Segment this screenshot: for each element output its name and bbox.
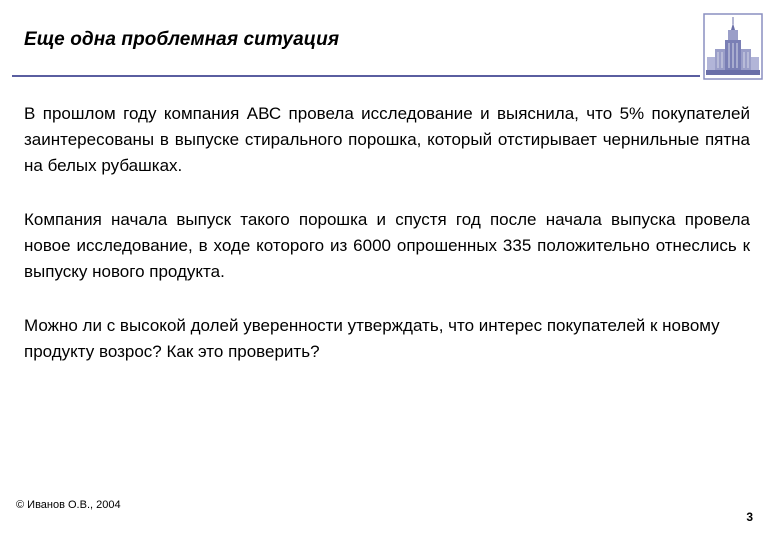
university-building-icon bbox=[703, 13, 763, 80]
copyright-footer: © Иванов О.В., 2004 bbox=[16, 499, 121, 511]
slide-title: Еще одна проблемная ситуация bbox=[24, 29, 340, 50]
paragraph-1: В прошлом году компания АВС провела исследование и выяснила, что 5% покупателей заинтересованы в выпуске стирального порошка, который отстирывает чернильные пятна на белых рубашках. bbox=[24, 104, 750, 175]
title-divider bbox=[12, 75, 700, 77]
paragraph-2: Компания начала выпуск такого порошка и спустя год после начала выпуска провела новое исследование, в ходе которого из 6000 опрошенных 335 положительно отнеслись к выпуску нового продукта. bbox=[24, 210, 750, 281]
page-number: 3 bbox=[746, 510, 753, 524]
paragraph-3: Можно ли с высокой долей уверенности утверждать, что интерес покупателей к новому продукту возрос? Как это проверить? bbox=[24, 316, 720, 361]
